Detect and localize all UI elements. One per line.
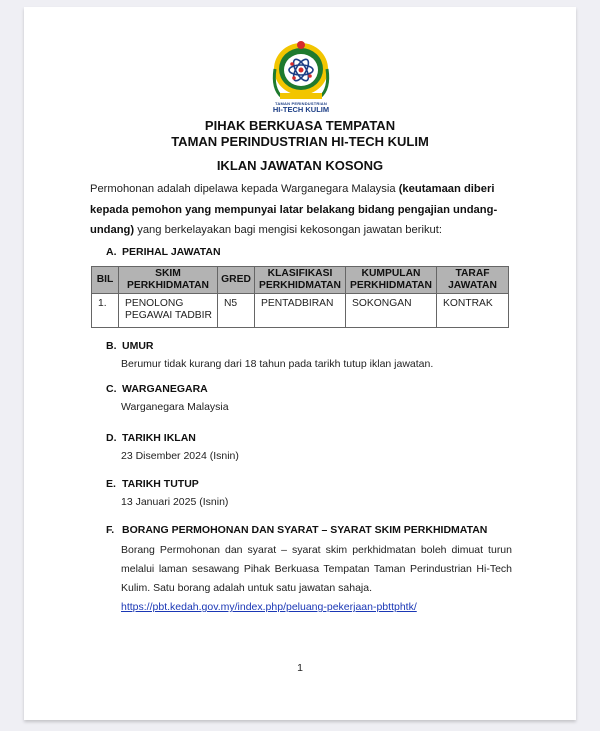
- authority-name: PIHAK BERKUASA TEMPATAN: [204, 118, 396, 133]
- section-e-heading: [106, 478, 199, 490]
- section-f-text: Borang Permohonan dan syarat – syarat skim perkhidmatan boleh dimuat turun melalui laman sesawang Pihak Berkuasa Tempatan Taman Perindustrian Hi-Tech Kulim. Satu borang adalah untuk satu jawatan sahaja.: [121, 544, 512, 594]
- section-c-heading: [106, 383, 208, 395]
- atom-electron: [308, 74, 312, 78]
- atom-electron: [290, 62, 294, 66]
- col-header-kumpulan: KUMPULAN PERKHIDMATAN: [346, 267, 437, 294]
- col-header-taraf: TARAF JAWATAN: [437, 267, 509, 294]
- section-d-body: 23 Disember 2024 (Isnin): [121, 450, 239, 462]
- section-b-body: Berumur tidak kurang dari 18 tahun pada tarikh tutup iklan jawatan.: [121, 358, 434, 370]
- section-d-heading: [106, 432, 196, 444]
- col-header-bil: BIL: [92, 267, 119, 294]
- intro-text-1: Permohonan adalah dipelawa kepada Warganegara Malaysia: [90, 183, 399, 195]
- table-header-row: [92, 267, 509, 294]
- authority-area: TAMAN PERINDUSTRIAN HI-TECH KULIM: [171, 134, 429, 149]
- page-number: 1: [297, 662, 303, 674]
- atom-nucleus: [299, 68, 304, 73]
- logo-caption-small: TAMAN PERINDUSTRIAN: [275, 101, 327, 106]
- intro-bold-text: (keutamaan diberi kepada pemohon yang mempunyai latar belakang bidang pengajian undang-undang): [90, 183, 498, 236]
- intro-text-2: yang berkelayakan bagi mengisi kekosongan jawatan berikut:: [134, 224, 442, 236]
- section-title: WARGANEGARA: [122, 383, 208, 395]
- cell-kumpulan: SOKONGAN: [346, 294, 437, 328]
- application-form-link[interactable]: https://pbt.kedah.gov.my/index.php/peluang-pekerjaan-pbttphtk/: [121, 601, 417, 613]
- logo-crest: [297, 41, 305, 49]
- logo-caption: HI-TECH KULIM: [272, 105, 330, 114]
- cell-klasifikasi: PENTADBIRAN: [255, 294, 346, 328]
- section-title: BORANG PERMOHONAN DAN SYARAT – SYARAT SKIM PERKHIDMATAN: [122, 524, 488, 536]
- cell-taraf: KONTRAK: [437, 294, 509, 328]
- document-title: IKLAN JAWATAN KOSONG: [216, 158, 384, 173]
- cell-bil: 1.: [92, 294, 119, 328]
- cell-skim: PENOLONG PEGAWAI TADBIR: [119, 294, 218, 328]
- section-letter: F.: [106, 524, 115, 536]
- job-table: [91, 266, 509, 328]
- intro-paragraph: [90, 179, 510, 241]
- col-header-gred: GRED: [218, 267, 255, 294]
- section-letter: D.: [106, 432, 117, 444]
- col-header-klasifikasi: KLASIFIKASI PERKHIDMATAN: [255, 267, 346, 294]
- section-letter: E.: [106, 478, 116, 490]
- table-row: [92, 294, 509, 328]
- section-title: TARIKH IKLAN: [122, 432, 196, 444]
- atom-electron: [292, 76, 296, 80]
- section-title: TARIKH TUTUP: [122, 478, 199, 490]
- section-title: UMUR: [122, 340, 154, 352]
- section-f-body: [121, 541, 512, 617]
- cell-gred: N5: [218, 294, 255, 328]
- col-header-skim: SKIM PERKHIDMATAN: [119, 267, 218, 294]
- section-title: PERIHAL JAWATAN: [122, 246, 221, 258]
- section-a-heading: [106, 246, 221, 258]
- section-f-heading: [106, 524, 487, 536]
- logo-ribbon: [280, 93, 322, 99]
- section-c-body: Warganegara Malaysia: [121, 401, 229, 413]
- section-letter: B.: [106, 340, 117, 352]
- section-e-body: 13 Januari 2025 (Isnin): [121, 496, 229, 508]
- section-b-heading: [106, 340, 154, 352]
- section-letter: A.: [106, 246, 117, 258]
- section-letter: C.: [106, 383, 117, 395]
